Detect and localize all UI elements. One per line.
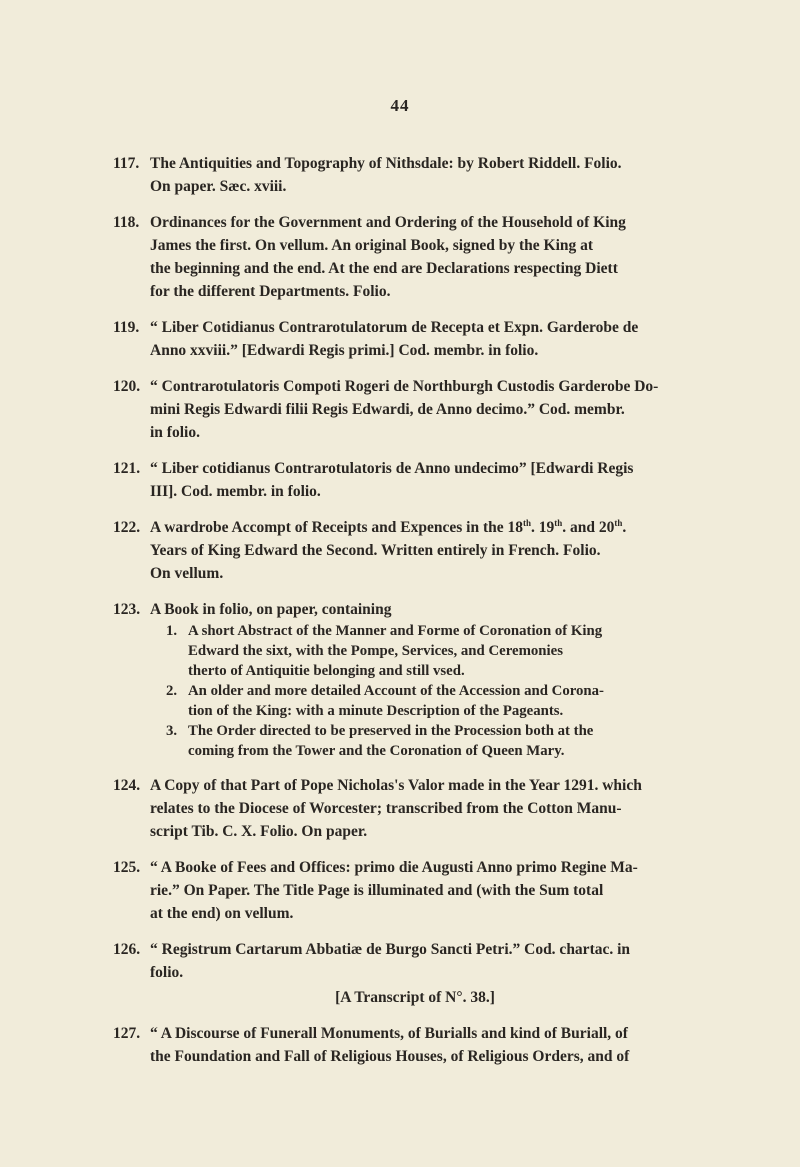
text-line: On vellum. <box>150 565 224 582</box>
entry-number: 122. <box>113 519 141 536</box>
sub-item-number: 2. <box>166 683 178 699</box>
text-line: tion of the King: with a minute Description of the Pageants. <box>188 703 564 719</box>
entry-number: 117. <box>113 155 140 172</box>
text-line: On paper. Sæc. xviii. <box>150 178 287 195</box>
sub-item-text <box>188 721 680 761</box>
entry-124 <box>0 774 800 843</box>
text-line: script Tib. C. X. Folio. On paper. <box>150 823 368 840</box>
text-line: therto of Antiquitie belonging and still vsed. <box>188 663 465 679</box>
text-line: “ A Booke of Fees and Offices: primo die Augusti Anno primo Regine Ma- <box>150 859 638 876</box>
entry-number: 119. <box>113 319 140 336</box>
text-line: Anno xxviii.” [Edwardi Regis primi.] Cod. membr. in folio. <box>150 342 539 359</box>
text-line: An older and more detailed Account of the Accession and Corona- <box>188 683 604 699</box>
page-number: 44 <box>390 96 410 115</box>
entry-126 <box>0 938 800 1009</box>
entry-number: 126. <box>113 941 141 958</box>
text-line: relates to the Diocese of Worcester; transcribed from the Cotton Manu- <box>150 800 622 817</box>
entry-117 <box>0 152 800 198</box>
text-line: the Foundation and Fall of Religious Houses, of Religious Orders, and of <box>150 1048 630 1065</box>
entry-122 <box>0 516 800 585</box>
text-line: The Order directed to be preserved in the Procession both at the <box>188 723 594 739</box>
sub-item-number: 3. <box>166 723 178 739</box>
entry-125 <box>0 856 800 925</box>
text-line: Ordinances for the Government and Ordering of the Household of King <box>150 214 626 231</box>
text-line: A short Abstract of the Manner and Forme of Coronation of King <box>188 623 603 639</box>
entry-text <box>150 938 680 984</box>
text-line: folio. <box>150 964 184 981</box>
entry-text <box>150 598 680 621</box>
sub-item-number: 1. <box>166 623 178 639</box>
entry-text <box>150 1022 680 1068</box>
entry-text <box>150 316 680 362</box>
text-line: in folio. <box>150 424 200 441</box>
text-line: A Book in folio, on paper, containing <box>150 601 392 618</box>
text-line: The Antiquities and Topography of Nithsdale: by Robert Riddell. Folio. <box>150 155 622 172</box>
text-line: “ Registrum Cartarum Abbatiæ de Burgo Sancti Petri.” Cod. chartac. in <box>150 941 631 958</box>
entry-text <box>150 774 680 843</box>
transcript-note: [A Transcript of N°. 38.] <box>335 989 495 1006</box>
text-line: “ Contrarotulatoris Compoti Rogeri de Northburgh Custodis Garderobe Do- <box>150 378 659 395</box>
sub-item <box>150 681 680 721</box>
entry-120 <box>0 375 800 444</box>
entry-number: 127. <box>113 1025 141 1042</box>
entry-text <box>150 856 680 925</box>
entry-number: 120. <box>113 378 141 395</box>
entry-text <box>150 375 680 444</box>
entry-118 <box>0 211 800 303</box>
entry-number: 125. <box>113 859 141 876</box>
text-line: “ Liber Cotidianus Contrarotulatorum de Recepta et Expn. Garderobe de <box>150 319 639 336</box>
sub-list <box>150 621 680 761</box>
text-line: coming from the Tower and the Coronation of Queen Mary. <box>188 743 565 759</box>
entry-121 <box>0 457 800 503</box>
text-line: A Copy of that Part of Pope Nicholas's Valor made in the Year 1291. which <box>150 777 642 794</box>
entry-text <box>150 457 680 503</box>
sub-item <box>150 721 680 761</box>
sub-item-text <box>188 681 680 721</box>
entry-127 <box>0 1022 800 1068</box>
sub-item-text <box>188 621 680 681</box>
text-line: Edward the sixt, with the Pompe, Services, and Ceremonies <box>188 643 563 659</box>
text-line: the beginning and the end. At the end are Declarations respecting Diett <box>150 260 618 277</box>
entry-123 <box>0 598 800 761</box>
text-line: James the first. On vellum. An original Book, signed by the King at <box>150 237 594 254</box>
catalogue-entries <box>0 152 800 1081</box>
entry-text <box>150 516 680 585</box>
text-line: “ Liber cotidianus Contrarotulatoris de Anno undecimo” [Edwardi Regis <box>150 460 634 477</box>
text-line: for the different Departments. Folio. <box>150 283 391 300</box>
text-line: “ A Discourse of Funerall Monuments, of Burialls and kind of Buriall, of <box>150 1025 628 1042</box>
entry-text <box>150 152 680 198</box>
sub-item <box>150 621 680 681</box>
entry-119 <box>0 316 800 362</box>
text-line: mini Regis Edwardi filii Regis Edwardi, de Anno decimo.” Cod. membr. <box>150 401 625 418</box>
entry-number: 121. <box>113 460 141 477</box>
text-line: rie.” On Paper. The Title Page is illuminated and (with the Sum total <box>150 882 604 899</box>
text-line: at the end) on vellum. <box>150 905 294 922</box>
text-line: Years of King Edward the Second. Written entirely in French. Folio. <box>150 542 601 559</box>
entry-text <box>150 211 680 303</box>
entry-number: 124. <box>113 777 141 794</box>
entry-number: 123. <box>113 601 141 618</box>
entry-number: 118. <box>113 214 140 231</box>
text-line: III]. Cod. membr. in folio. <box>150 483 321 500</box>
text-line: A wardrobe Accompt of Receipts and Expences in the 18th. 19th. and 20th. <box>150 517 627 536</box>
